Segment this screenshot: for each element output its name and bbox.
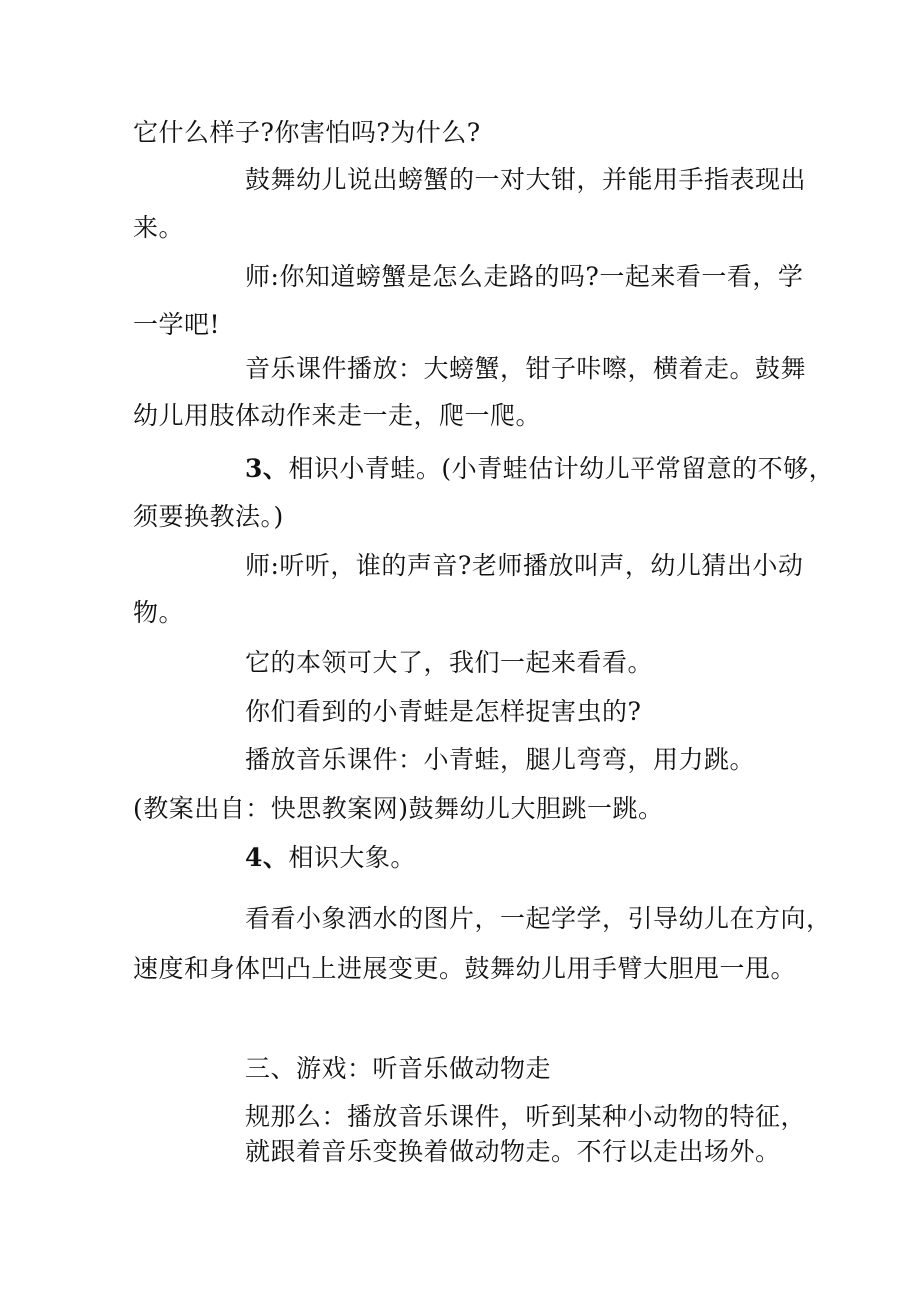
paragraph-line: 它什么样子?你害怕吗?为什么? [133, 118, 481, 147]
paragraph-line: 物。 [133, 598, 185, 627]
paragraph-line: 速度和身体凹凸上进展变更。鼓舞幼儿用手臂大胆甩一甩。 [133, 954, 797, 983]
item-number: 4、 [245, 843, 289, 872]
paragraph-line: 规那么：播放音乐课件，听到某种小动物的特征， [245, 1102, 807, 1131]
section-heading: 三、游戏：听音乐做动物走 [245, 1054, 552, 1083]
paragraph-line: 鼓舞幼儿说出螃蟹的一对大钳，并能用手指表现出 [245, 165, 807, 194]
numbered-heading [245, 843, 416, 873]
paragraph-line: 你们看到的小青蛙是怎样捉害虫的? [245, 697, 642, 726]
paragraph-line: 须要换教法。) [133, 502, 284, 531]
paragraph-line: 来。 [133, 213, 185, 242]
paragraph-line: 师:听听，谁的声音?老师播放叫声，幼儿猜出小动 [245, 551, 804, 580]
numbered-heading [245, 454, 834, 484]
paragraph-line: 幼儿用肢体动作来走一走，爬一爬。 [133, 401, 542, 430]
item-number: 3、 [245, 454, 289, 483]
paragraph-line: 它的本领可大了，我们一起来看看。 [245, 648, 654, 677]
paragraph-line: 音乐课件播放：大螃蟹，钳子咔嚓，横着走。鼓舞 [245, 354, 807, 383]
paragraph-line: 一学吧! [133, 310, 221, 339]
paragraph-line: 师:你知道螃蟹是怎么走路的吗?一起来看一看，学 [245, 262, 804, 291]
heading-text: 相识大象。 [288, 843, 416, 872]
paragraph-line: (教案出自：快思教案网)鼓舞幼儿大胆跳一跳。 [133, 794, 664, 823]
paragraph-line: 就跟着音乐变换着做动物走。不行以走出场外。 [245, 1137, 781, 1166]
paragraph-line: 看看小象洒水的图片，一起学学，引导幼儿在方向， [245, 904, 832, 933]
paragraph-line: 播放音乐课件：小青蛙，腿儿弯弯，用力跳。 [245, 745, 756, 774]
heading-text: 相识小青蛙。(小青蛙估计幼儿平常留意的不够， [288, 454, 835, 483]
